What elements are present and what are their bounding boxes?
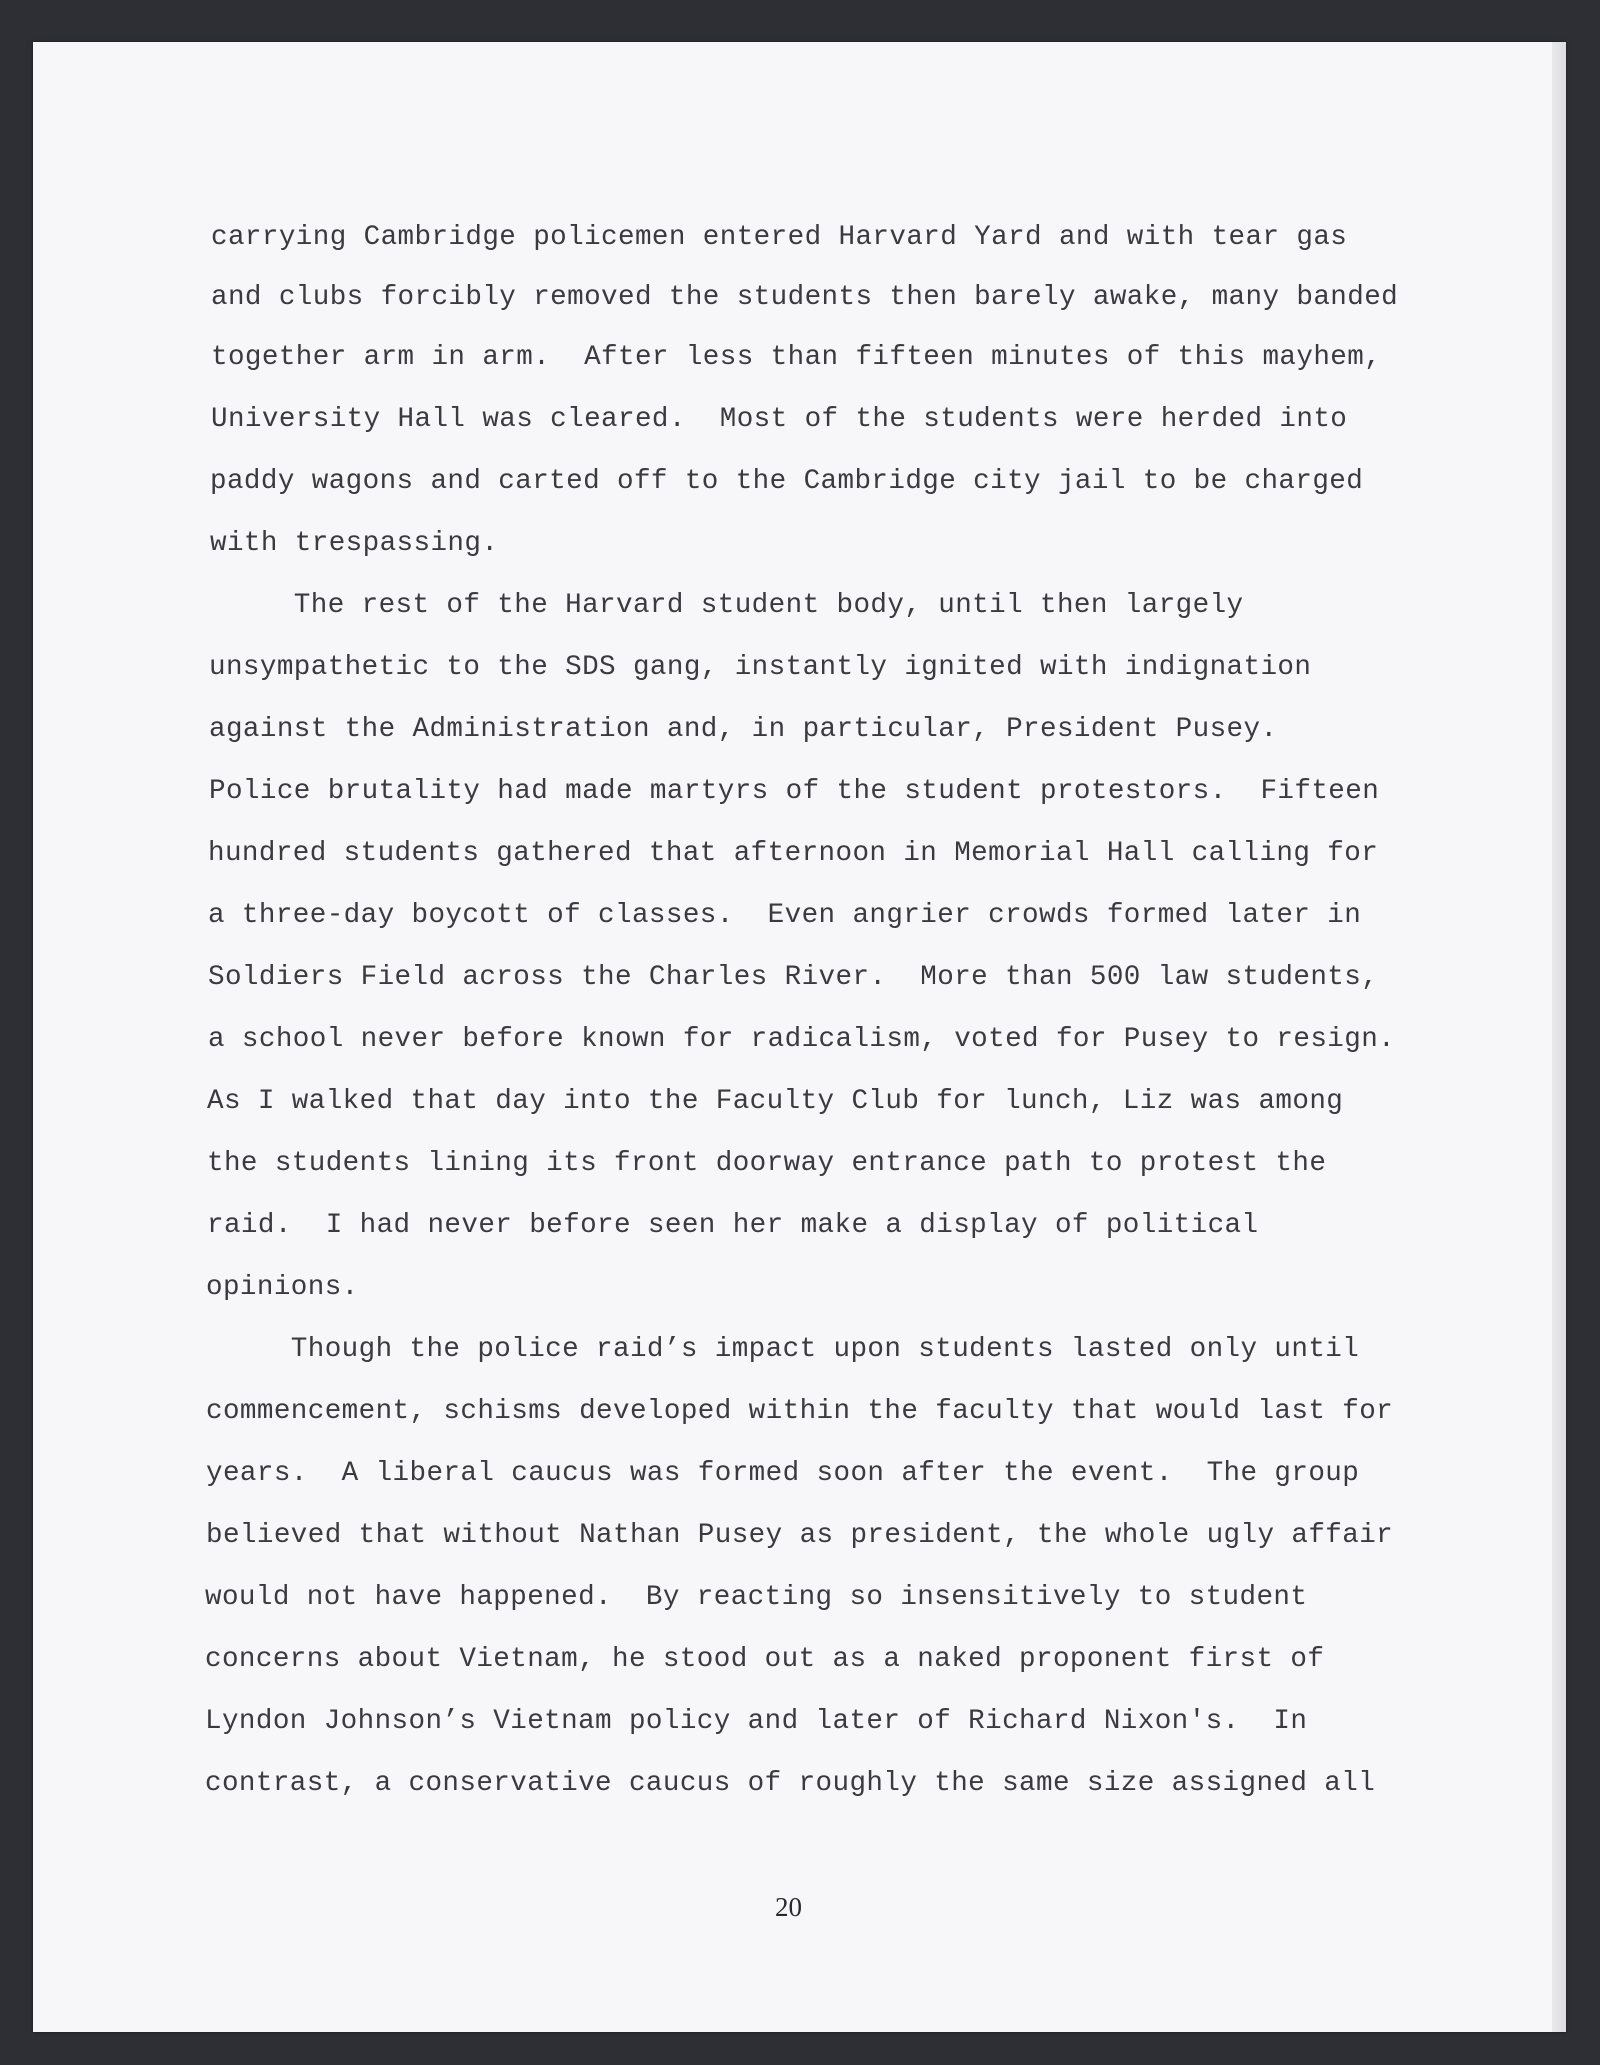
text-line: Though the police raid’s impact upon students lasted only until (206, 1334, 1360, 1365)
text-line: opinions. (206, 1272, 359, 1303)
text-line: Police brutality had made martyrs of the student protestors. Fifteen (209, 776, 1380, 807)
text-line: hundred students gathered that afternoon in Memorial Hall calling for (208, 838, 1379, 869)
text-line: the students lining its front doorway entrance path to protest the (207, 1148, 1327, 1179)
text-line: University Hall was cleared. Most of the students were herded into (211, 404, 1348, 435)
document-page (33, 42, 1566, 2032)
text-line: a three-day boycott of classes. Even angrier crowds formed later in (208, 900, 1362, 931)
text-line: contrast, a conservative caucus of roughly the same size assigned all (205, 1768, 1376, 1799)
text-line: against the Administration and, in particular, President Pusey. (209, 714, 1278, 745)
page-edge (1552, 42, 1566, 2032)
text-line: carrying Cambridge policemen entered Harvard Yard and with tear gas (211, 222, 1348, 253)
text-line: Soldiers Field across the Charles River. More than 500 law students, (208, 962, 1379, 993)
text-line: concerns about Vietnam, he stood out as a naked proponent first of (205, 1644, 1325, 1675)
text-line: with trespassing. (210, 528, 499, 559)
text-line: raid. I had never before seen her make a display of political (207, 1210, 1259, 1241)
text-line: a school never before known for radicalism, voted for Pusey to resign. (208, 1024, 1396, 1055)
text-line: and clubs forcibly removed the students then barely awake, many banded (211, 282, 1399, 313)
text-line: unsympathetic to the SDS gang, instantly ignited with indignation (209, 652, 1312, 683)
text-line: paddy wagons and carted off to the Cambridge city jail to be charged (210, 466, 1364, 497)
text-line: years. A liberal caucus was formed soon after the event. The group (206, 1458, 1360, 1489)
page-number: 20 (775, 1892, 802, 1922)
text-line: Lyndon Johnson’s Vietnam policy and later of Richard Nixon's. In (205, 1706, 1308, 1737)
text-line: commencement, schisms developed within the faculty that would last for (206, 1396, 1394, 1427)
text-line: would not have happened. By reacting so insensitively to student (205, 1582, 1308, 1613)
text-line: As I walked that day into the Faculty Club for lunch, Liz was among (207, 1086, 1344, 1117)
text-line: together arm in arm. After less than fifteen minutes of this mayhem, (211, 342, 1382, 373)
text-line: believed that without Nathan Pusey as president, the whole ugly affair (206, 1520, 1394, 1551)
text-line: The rest of the Harvard student body, until then largely (209, 590, 1244, 621)
